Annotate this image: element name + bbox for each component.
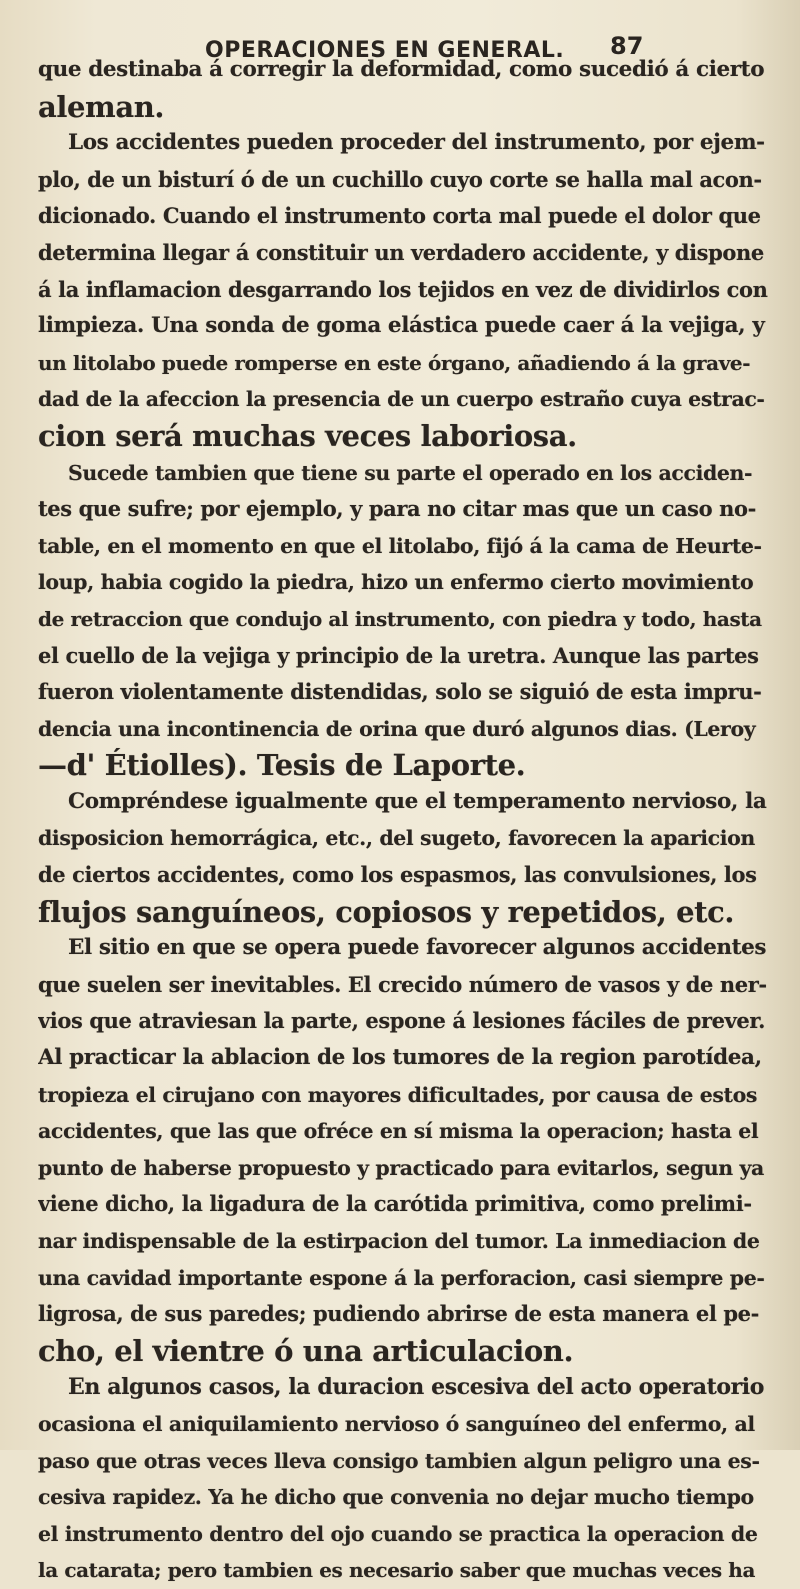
text-line: dencia una incontinencia de orina que duró algunos dias. (Leroy (38, 716, 756, 741)
text-line: un litolabo puede romperse en este órgano, añadiendo á la grave- (38, 350, 751, 375)
text-line: Al practicar la ablacion de los tumores de la region parotídea, (38, 1045, 762, 1071)
text-line: viene dicho, la ligadura de la carótida primitiva, como prelimi- (38, 1191, 752, 1217)
text-line: cion será muchas veces laboriosa. (38, 418, 577, 453)
text-line: loup, habia cogido la piedra, hizo un enfermo cierto movimiento (38, 570, 754, 595)
text-line: disposicion hemorrágica, etc., del sugeto, favorecen la aparicion (38, 826, 755, 851)
text-line: dad de la afeccion la presencia de un cuerpo estraño cuya estrac- (38, 387, 765, 412)
text-line: aleman. (38, 89, 165, 124)
text-line: tropieza el cirujano con mayores dificultades, por causa de estos (38, 1082, 758, 1107)
text-line: vios que atraviesan la parte, espone á lesiones fáciles de prever. (38, 1008, 765, 1034)
body-text (38, 52, 768, 1589)
text-line: de ciertos accidentes, como los espasmos, las convulsiones, los (38, 862, 757, 888)
text-line: el instrumento dentro del ojo cuando se practica la operacion de (38, 1521, 758, 1546)
text-line: Compréndese igualmente que el temperamento nervioso, la (68, 788, 767, 814)
text-line: el cuello de la vejiga y principio de la uretra. Aunque las partes (38, 642, 759, 668)
text-line: fueron violentamente distendidas, solo se siguió de esta impru- (38, 679, 762, 705)
running-head-title: OPERACIONES EN GENERAL. (205, 38, 565, 63)
text-line: de retraccion que condujo al instrumento, con piedra y todo, hasta (38, 606, 762, 631)
text-line: Sucede tambien que tiene su parte el operado en los acciden- (68, 460, 753, 485)
text-line: nar indispensable de la estirpacion del tumor. La inmediacion de (38, 1229, 760, 1253)
text-line: determina llegar á constituir un verdadero accidente, y dispone (38, 239, 764, 265)
text-line: dicionado. Cuando el instrumento corta mal puede el dolor que (38, 203, 761, 229)
text-line: una cavidad importante espone á la perforacion, casi siempre pe- (38, 1265, 765, 1290)
text-line: á la inflamacion desgarrando los tejidos en vez de dividirlos con (38, 276, 768, 302)
text-line: ocasiona el aniquilamiento nervioso ó sanguíneo del enfermo, al (38, 1411, 755, 1436)
text-line: El sitio en que se opera puede favorecer algunos accidentes (68, 935, 767, 961)
text-line: ligrosa, de sus paredes; pudiendo abrirse de esta manera el pe- (38, 1301, 759, 1327)
text-line: cho, el vientre ó una articulacion. (38, 1333, 574, 1368)
text-line: Los accidentes pueden proceder del instrumento, por ejem- (68, 130, 765, 156)
text-line: accidentes, que las que ofréce en sí misma la operacion; hasta el (38, 1119, 759, 1144)
text-line: limpieza. Una sonda de goma elástica puede caer á la vejiga, y (38, 313, 765, 339)
page-number: 87 (610, 32, 644, 60)
text-line: —d' Étiolles). Tesis de Laporte. (38, 748, 526, 783)
text-line: la catarata; pero tambien es necesario saber que muchas veces ha (38, 1558, 755, 1583)
text-line: que suelen ser inevitables. El crecido número de vasos y de ner- (38, 971, 767, 997)
text-line: punto de haberse propuesto y practicado para evitarlos, segun ya (38, 1155, 764, 1180)
text-line: cesiva rapidez. Ya he dicho que convenia no dejar mucho tiempo (38, 1485, 754, 1510)
text-line: flujos sanguíneos, copiosos y repetidos, etc. (38, 894, 735, 929)
text-line: plo, de un bisturí ó de un cuchillo cuyo corte se halla mal acon- (38, 166, 762, 192)
text-line: En algunos casos, la duracion escesiva del acto operatorio (68, 1374, 765, 1401)
text-line: paso que otras veces lleva consigo tambien algun peligro una es- (38, 1448, 760, 1473)
text-line: tes que sufre; por ejemplo, y para no citar mas que un caso no- (38, 496, 756, 522)
text-line: que destinaba á corregir la deformidad, como sucedió á cierto (38, 57, 765, 82)
text-line: table, en el momento en que el litolabo, fijó á la cama de Heurte- (38, 533, 762, 558)
